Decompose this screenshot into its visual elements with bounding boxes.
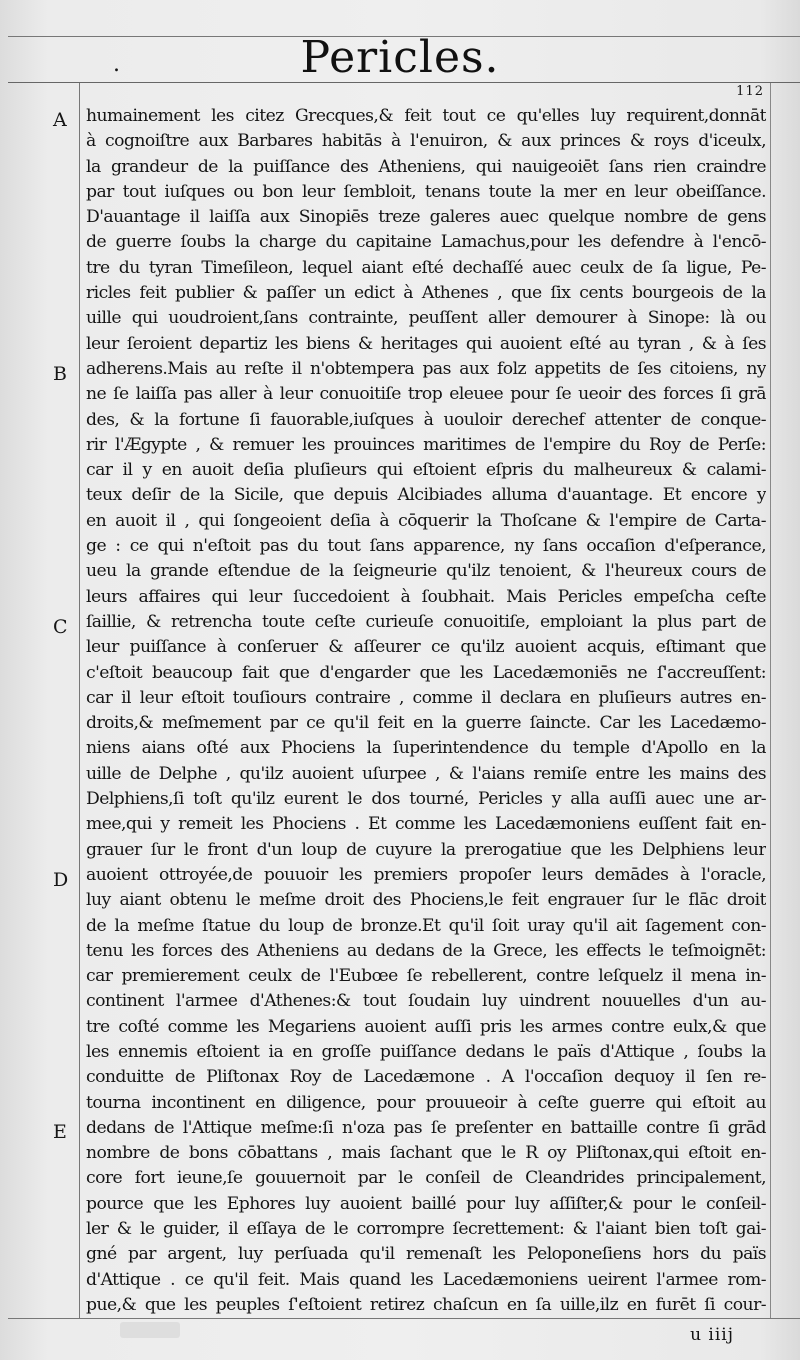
text-line: tre coſté comme les Megariens auoient auſſi pris les armes contre eulx,& que	[86, 1016, 766, 1037]
text-line: ge : ce qui n'eſtoit pas du tout ſans apparence, ny ſans occaſion d'eſperance,	[86, 536, 766, 557]
text-line: d'Attique . ce qu'il feit. Mais quand les Lacedæmoniens ueirent l'armee rom-	[86, 1269, 766, 1290]
text-line: ne ſe laiſſa pas aller à leur conuoitiſe trop eleuee pour ſe ueoir des forces ſi grā	[86, 384, 766, 405]
text-line: car premierement ceulx de l'Eubœe ſe rebellerent, contre leſquelz il mena in-	[86, 966, 766, 987]
text-line: D'auantage il laiſſa aux Sinopiēs treze galeres auec quelque nombre de gens	[86, 207, 766, 228]
text-line: core fort ieune,ſe gouuernoit par le conſeil de Cleandrides principalement,	[86, 1168, 766, 1189]
text-line: dedans de l'Attique meſme:ſi n'oza pas ſe preſenter en battaille contre ſi grād	[86, 1117, 766, 1138]
text-line: les ennemis eſtoient ia en groſſe puiſſance dedans le païs d'Attique , ſoubs la	[86, 1041, 766, 1062]
text-line: ueu la grande eſtendue de la ſeigneurie qu'ilz tenoient, & l'heureux cours de	[86, 561, 766, 582]
text-line: rir l'Ægypte , & remuer les prouinces maritimes de l'empire du Roy de Perſe:	[86, 434, 766, 455]
text-line: c'eſtoit beaucoup fait que d'engarder que les Lacedæmoniēs ne ſ'accreuſſent:	[86, 662, 766, 683]
text-line: continent l'armee d'Athenes:& tout ſoudain luy uindrent nouuelles d'un au-	[86, 991, 766, 1012]
text-line: de la meſme ſtatue du loup de bronze.Et qu'il ſoit uray qu'il ait ſagement con-	[86, 915, 766, 936]
right-margin-rule	[770, 83, 771, 1318]
text-line: pource que les Ephores luy auoient baillé pour luy aſſiſter,& pour le conſeil-	[86, 1193, 766, 1214]
text-line: leurs affaires qui leur ſuccedoient à ſoubhait. Mais Pericles empeſcha ceſte	[86, 586, 766, 607]
text-line: ler & le guider, il eſſaya de le corrompre ſecrettement: & l'aiant bien toſt gai-	[86, 1219, 766, 1240]
text-line: par tout iuſques ou bon leur ſembloit, tenans toute la mer en leur obeiſſance.	[86, 181, 766, 202]
text-line: leur puiſſance à conſeruer & aſſeurer ce qu'ilz auoient acquis, eſtimant que	[86, 637, 766, 658]
text-line: la grandeur de la puiſſance des Atheniens, qui nauigeoiēt ſans rien craindre	[86, 156, 766, 177]
title-ornament-dot: .	[113, 52, 120, 77]
text-line: car il leur eſtoit touſiours contraire , comme il declara en pluſieurs autres en-	[86, 687, 766, 708]
text-line: ſaillie, & retrencha toute ceſte curieuſe conuoitiſe, emploiant la plus part de	[86, 611, 766, 632]
margin-letter-e: E	[53, 1121, 67, 1143]
body-text	[86, 104, 766, 1318]
text-line: tourna incontinent en diligence, pour prouueoir à ceſte guerre qui eſtoit au	[86, 1092, 766, 1113]
text-line: tenu les forces des Atheniens au dedans de la Grece, les effects le teſmoignēt:	[86, 940, 766, 961]
text-line: des, & la fortune ſi fauorable,iuſques à uouloir derechef attenter de conque-	[86, 409, 766, 430]
text-line: Delphiens,ſi toſt qu'ilz eurent le dos tourné, Pericles y alla auſſi auec une ar-	[86, 789, 766, 810]
bottom-rule	[8, 1318, 800, 1319]
margin-letter-c: C	[53, 616, 68, 638]
text-line: uille de Delphe , qu'ilz auoient uſurpee , & l'aians remiſe entre les mains des	[86, 763, 766, 784]
text-line: auoient ottroyée,de pouuoir les premiers propoſer leurs demādes à l'oracle,	[86, 864, 766, 885]
title-rule	[8, 82, 800, 83]
text-line: en auoit il , qui ſongeoient deſia à cōquerir la Thoſcane & l'empire de Carta-	[86, 510, 766, 531]
text-line: niens aians oſté aux Phociens la ſuperintendence du temple d'Apollo en la	[86, 738, 766, 759]
show-through-smudge	[120, 1322, 180, 1338]
text-line: à cognoiſtre aux Barbares habitās à l'enuiron, & aux princes & roys d'iceulx,	[86, 131, 766, 152]
text-line: droits,& meſmement par ce qu'il feit en la guerre ſaincte. Car les Lacedæmo-	[86, 713, 766, 734]
text-line: gné par argent, luy perſuada qu'il remenaſt les Peloponeſiens hors du païs	[86, 1244, 766, 1265]
margin-letter-a: A	[53, 109, 67, 131]
running-head-title: Pericles.	[300, 32, 500, 83]
text-line: grauer ſur le front d'un loup de cuyure la prerogatiue que les Delphiens leur	[86, 839, 766, 860]
text-line: teux deſir de la Sicile, que depuis Alcibiades alluma d'auantage. Et encore y	[86, 485, 766, 506]
text-line: ricles feit publier & paſſer un edict à Athenes , que ſix cents bourgeois de la	[86, 283, 766, 304]
text-line: pue,& que les peuples ſ'eſtoient retirez chaſcun en ſa uille,ilz en furēt ſi cour-	[86, 1294, 766, 1315]
page-number: 112	[736, 84, 764, 99]
text-line: adherens.Mais au reſte il n'obtempera pas aux folz appetits de ſes citoiens, ny	[86, 358, 766, 379]
text-line: tre du tyran Timeſileon, lequel aiant eſté dechaſſé auec ceulx de ſa ligue, Pe-	[86, 257, 766, 278]
text-line: luy aiant obtenu le meſme droit des Phociens,le feit engrauer ſur le flāc droit	[86, 890, 766, 911]
left-margin-rule	[79, 83, 80, 1318]
text-line: humainement les citez Grecques,& feit tout ce qu'elles luy requirent,donnāt	[86, 106, 766, 126]
margin-letter-b: B	[53, 363, 67, 385]
text-line: uille qui uoudroient,ſans contrainte, peuſſent aller demourer à Sinope: là ou	[86, 308, 766, 329]
margin-letter-d: D	[53, 869, 69, 891]
text-line: leur ſeroient departiz les biens & heritages qui auoient eſté au tyran , & à ſes	[86, 333, 766, 354]
text-line: de guerre ſoubs la charge du capitaine Lamachus,pour les defendre à l'encō-	[86, 232, 766, 253]
text-line: nombre de bons cōbattans , mais ſachant que le R oy Pliſtonax,qui eſtoit en-	[86, 1143, 766, 1164]
text-line: conduitte de Pliſtonax Roy de Lacedæmone . A l'occaſion dequoy il ſen re-	[86, 1067, 766, 1088]
text-line: mee,qui y remeit les Phociens . Et comme les Lacedæmoniens euſſent fait en-	[86, 814, 766, 835]
signature-mark: u iiij	[690, 1325, 734, 1345]
text-line: car il y en auoit deſia pluſieurs qui eſtoient eſpris du malheureux & calami-	[86, 460, 766, 481]
